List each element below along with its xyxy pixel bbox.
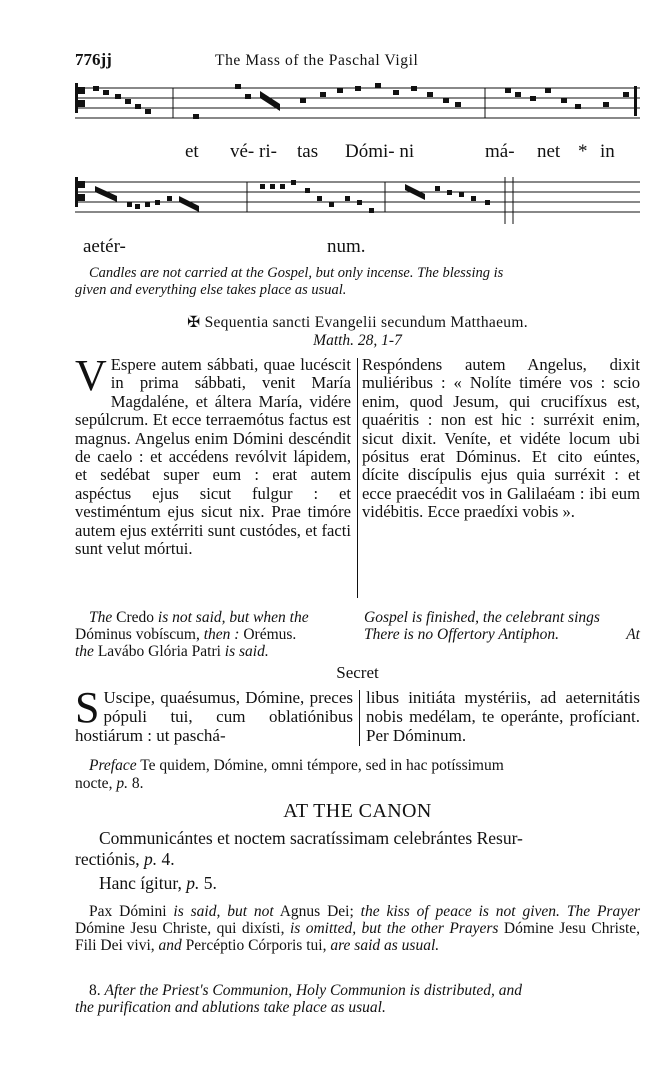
gospel-title [75, 313, 640, 332]
drop-cap: S [75, 683, 100, 732]
page-ref: 5. [203, 873, 217, 893]
rubric-fragment: Orémus. [243, 626, 297, 643]
chant-lyrics-1 [75, 141, 640, 165]
secret-left-text: Uscipe, quaésumus, Dómine, preces pópuli tui, cum oblatiónibus hostiárum : ut paschá- [75, 688, 353, 745]
canon-heading-text: AT THE CANON [283, 800, 432, 822]
section-number: 8. [89, 982, 101, 999]
syllable: aetér- [83, 236, 126, 257]
rubric-fragment: Prayers [449, 920, 499, 937]
rubric-fragment: and [158, 937, 182, 954]
syllable: et [185, 141, 199, 162]
syllable: Dómi- ni [345, 141, 415, 162]
rubric-fragment: Credo [116, 609, 155, 626]
secret-left-column [75, 683, 353, 745]
syllable: * [578, 141, 588, 162]
canon-heading [75, 800, 640, 823]
rubric-fragment: Pax Dómini [89, 903, 167, 920]
rubric-fragment: Percéptio Córporis tui, [185, 937, 327, 954]
drop-cap: V [75, 351, 107, 400]
gospel-reference [75, 332, 640, 350]
page-number: 776jj [75, 50, 112, 69]
column-divider [357, 358, 358, 598]
syllable: tas [297, 141, 319, 162]
rubric-fragment: the kiss of peace is not given. [360, 903, 560, 920]
rubric-fragment: At [626, 626, 640, 643]
syllable: num. [327, 236, 366, 257]
gospel-left-text: Espere autem sábbati, quae lucéscit in prima sábbati, venit María Magdaléne, et áltera María, vidére sepúlcrum. Et ecce terraemótus factus est magnus. Angelus enim Dómini descéndit de caelo : et accédens revólvit lápidem, et sedébat super eum : erat autem aspéctus ejus sicut fulgur : et vestiméntum ejus sicut nix. Prae timóre autem ejus extérriti sunt custódes, et facti sunt velut mórtui. [75, 355, 351, 559]
page-header [75, 50, 595, 74]
secret-right-text: libus initiáta mystériis, ad aeternitátis nobis medélam, te operánte, profíciant. Per Dóminum. [366, 688, 640, 745]
rubric-fragment: is not said, but when the [157, 609, 309, 626]
hanc-igitur [99, 873, 639, 894]
secret-heading [75, 663, 640, 683]
syllable: vé- ri- [230, 141, 277, 162]
communion-rubric [75, 982, 640, 1016]
secret-heading-text: Secret [336, 663, 379, 682]
communicantes-text: Communicántes et noctem sacratíssimam celebrántes Resur- [99, 828, 523, 848]
rubric-fragment: then : [203, 626, 240, 643]
syllable: má- [485, 141, 515, 162]
rubric-fragment: is said. [224, 643, 269, 660]
rubric-fragment: After the Priest's Communion, Holy Communion is distributed, and [104, 982, 523, 999]
rubric-fragment: the [75, 643, 94, 660]
secret-right-column [366, 688, 640, 745]
preface-text: nocte, [75, 775, 113, 792]
rubric-fragment: Gospel is finished, the celebrant sings [364, 609, 600, 626]
gospel-title-text: ✠ Sequentia sancti Evangelii secundum Matthaeum. [187, 314, 528, 331]
syllable: in [600, 141, 615, 162]
page-ref-label: p. [116, 775, 128, 792]
syllable: net [537, 141, 561, 162]
column-divider [359, 690, 360, 746]
rubric-line: Candles are not carried at the Gospel, but only incense. The blessing is [89, 265, 504, 281]
page-ref-label: p. [144, 849, 158, 869]
credo-rubric-right [364, 609, 640, 643]
rubric-fragment: Agnus Dei; [279, 903, 354, 920]
page-ref: 4. [161, 849, 175, 869]
chant-staff-1 [75, 78, 640, 130]
rubric-fragment: are said as usual. [330, 937, 440, 954]
rubric-fragment: is said, but not [173, 903, 274, 920]
rubric-fragment: There is no Offertory Antiphon. [364, 626, 560, 643]
rubric-fragment: Lavábo Glória Patri [97, 643, 221, 660]
gospel-right-text: Respóndens autem Angelus, dixit muliéribus : « Nolíte timére vos : scio enim, quod Jesum, qui crucifíxus est, quaéritis : non est hic : surréxit enim, sicut dixit. Veníte, et vidéte locum ubi pósitus erat Dóminus. Et cito eúntes, dícite discípulis ejus quia surréxit : et ecce praecédit vos in Galilaéam : ibi eum vidébitis. Ecce praedíxi vobis ». [362, 355, 640, 522]
rubric-fragment: is omitted, but the other [289, 920, 444, 937]
hanc-text: Hanc ígitur, [99, 873, 182, 893]
gospel-right-column [362, 356, 640, 522]
preface-text: Te quidem, Dómine, omni témpore, sed in hac potíssimum [140, 757, 504, 774]
communicantes-text: rectiónis, [75, 849, 140, 869]
chant-staff-2 [75, 172, 640, 228]
page-ref-label: p. [186, 873, 200, 893]
pax-rubric [75, 903, 640, 954]
gospel-left-column [75, 351, 351, 559]
gospel-reference-text: Matth. 28, 1-7 [313, 332, 402, 349]
page-ref: 8. [131, 775, 144, 792]
rubric-fragment: The [89, 609, 113, 626]
rubric-fragment: Dómine Jesu Christe, Fili Dei vivi, [75, 920, 641, 954]
credo-rubric-left [75, 609, 360, 660]
rubric-fragment: Dómine Jesu Christe, qui dixísti, [75, 920, 285, 937]
preface-label: Preface [89, 757, 137, 774]
rubric-fragment: The Prayer [566, 903, 641, 920]
gospel-rubric [75, 265, 640, 299]
rubric-fragment: Dóminus vobíscum, [75, 626, 200, 643]
preface [75, 757, 640, 793]
chant-lyrics-2 [75, 236, 640, 260]
rubric-fragment: the purification and ablutions take place as usual. [75, 999, 386, 1016]
rubric-line: given and everything else takes place as usual. [75, 282, 347, 298]
communicantes [75, 828, 640, 870]
running-title: The Mass of the Paschal Vigil [215, 52, 419, 69]
